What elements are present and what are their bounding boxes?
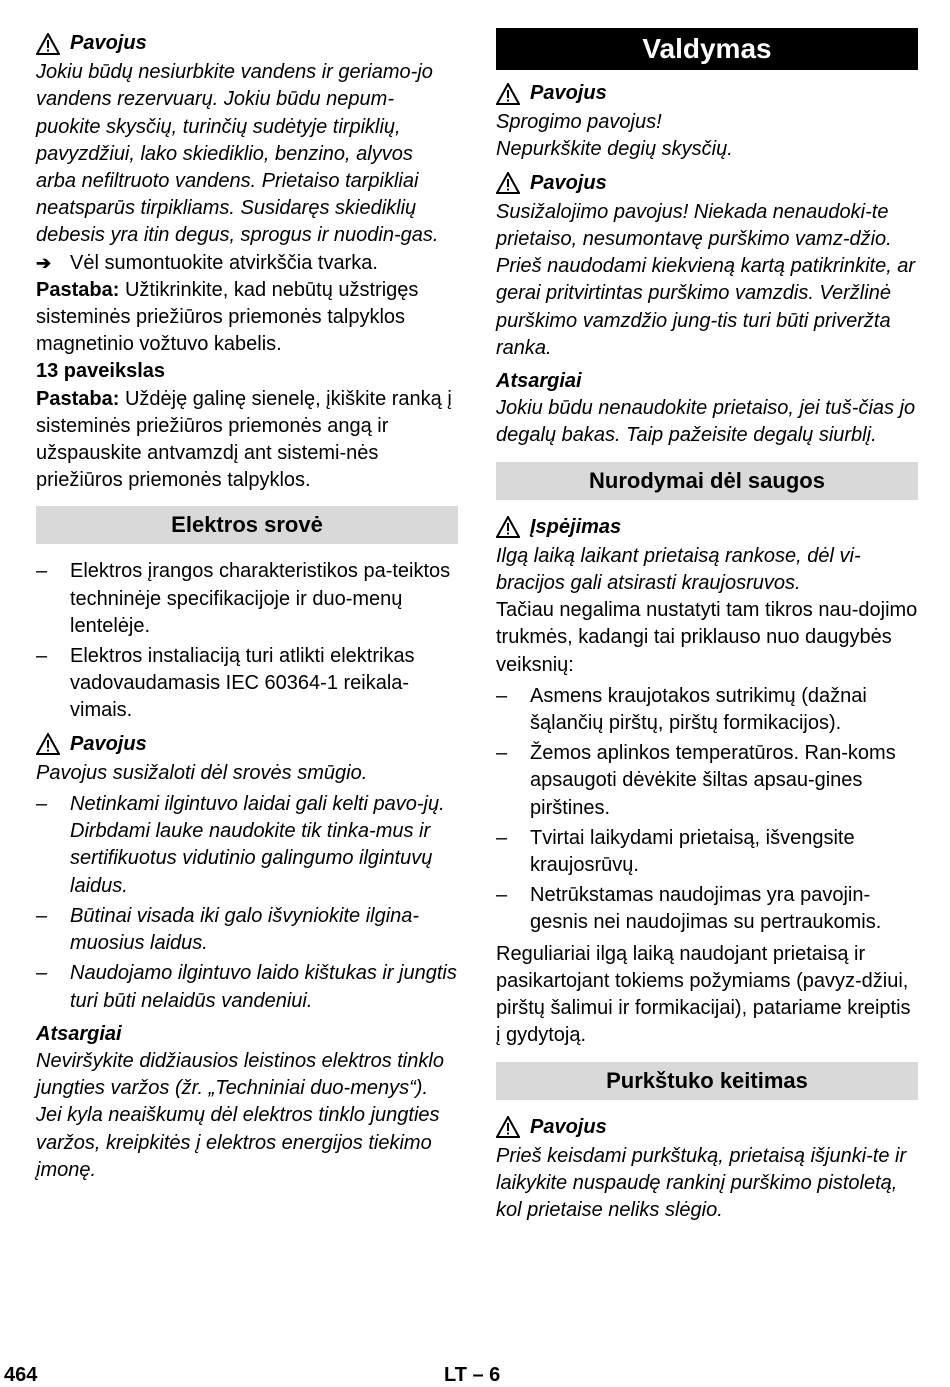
right-arrow-icon: ➔ (36, 252, 52, 273)
bullet-list (36, 791, 458, 1015)
list-item (496, 882, 918, 936)
caution-text: Jokiu būdu nenaudokite prietaiso, jei tuš-čias jo degalų bakas. Taip pažeisite degalų siurblį. (496, 397, 916, 447)
warning-triangle-icon (496, 172, 520, 194)
warning-heading (496, 80, 918, 107)
list-item-text: Žemos aplinkos temperatūros. Ran-koms apsaugoti dėvėkite šiltas apsau-gines pirštines. (530, 742, 896, 819)
warning-text: Sprogimo pavojus! (496, 111, 662, 134)
section-heading: Elektros srovė (36, 506, 458, 544)
note-paragraph (36, 386, 458, 495)
list-item (496, 683, 918, 737)
note-label: Pastaba: (36, 278, 120, 301)
warning-heading (496, 1114, 918, 1141)
note-paragraph (36, 277, 458, 359)
warning-triangle-icon (496, 516, 520, 538)
dash-icon: – (496, 684, 508, 707)
figure-label: 13 paveikslas (36, 360, 165, 383)
warning-triangle-icon (496, 83, 520, 105)
dash-icon: – (496, 884, 508, 907)
caution-title: Atsargiai (496, 370, 582, 393)
warning-title: Įspėjimas (530, 515, 622, 538)
caution-title: Atsargiai (36, 1022, 122, 1045)
chapter-heading: Valdymas (496, 28, 918, 70)
warning-title: Pavojus (530, 82, 607, 104)
dash-icon: – (36, 793, 48, 816)
list-item-text: Netrūkstamas naudojimas yra pavojin-gesnis nei naudojimas su pertraukomis. (530, 884, 882, 934)
list-item (496, 740, 918, 822)
section-heading: Nurodymai dėl saugos (496, 462, 918, 500)
list-item (36, 960, 458, 1014)
warning-triangle-icon (496, 1116, 520, 1138)
caution-text: Neviršykite didžiausios leistinos elektros tinklo jungties varžos (žr. „Techniniai duo-menys“). Jei kyla neaiškumų dėl elektros tinklo jungties varžos, kreipkitės į elektros energijos tiekimo įmonę. (36, 1049, 444, 1181)
list-item (496, 825, 918, 879)
list-item-text: Elektros instaliaciją turi atlikti elektrikas vadovaudamasis IEC 60364-1 reikala-vimais. (70, 645, 415, 722)
warning-heading (36, 30, 458, 57)
bullet-list (36, 558, 458, 724)
dash-icon: – (496, 742, 508, 765)
warning-heading (496, 514, 918, 541)
list-item-text: Asmens kraujotakos sutrikimų (dažnai šąlančių pirštų, pirštų formikacijos). (530, 684, 867, 735)
warning-text: Ilgą laiką laikant prietaisą rankose, dėl vi-bracijos gali atsirasti kraujosruvos. (496, 544, 861, 595)
list-item-text: Elektros įrangos charakteristikos pa-teiktos techninėje specifikacijoje ir duo-menų lentelėje. (70, 560, 451, 637)
warning-text: Nepurkškite degių skysčių. (496, 138, 733, 161)
warning-heading (496, 170, 918, 197)
note-text: Uždėję galinę sienelę, įkiškite ranką į sisteminės priežiūros priemonės angą ir užspauskite antvamzdį ant sistemi-nės priežiūros priemonės talpyklos. (36, 387, 452, 492)
instruction-text: Vėl sumontuokite atvirkščia tvarka. (70, 251, 378, 274)
list-item (36, 791, 458, 900)
left-column (36, 24, 458, 1184)
list-item-text: Netinkami ilgintuvo laidai gali kelti pavo-jų. Dirbdami lauke naudokite tik tinka-mus ir sertifikuotus vidutinio galingumo ilgintuvų laidus. (70, 793, 445, 897)
instruction-step (36, 250, 458, 277)
warning-text: Susižalojimo pavojus! Niekada nenaudoki-te prietaiso, nesumontavę purškimo vamz-džio. Prieš naudodami kiekvieną kartą patikrinkite, ar gerai pritvirtintas purškimo vamzdis. Veržlinė purškimo vamzdžio jung-tis turi būti priveržta ranka. (496, 200, 916, 359)
language-page-indicator: LT – 6 (444, 1364, 501, 1386)
list-item (36, 558, 458, 640)
warning-heading (36, 731, 458, 758)
warning-title: Pavojus (530, 171, 607, 194)
warning-text: Prieš keisdami purkštuką, prietaisą išjunki-te ir laikykite nuspaudę rankinį purškimo pistoletą, kol prietaise neliks slėgio. (496, 1144, 907, 1222)
list-item (36, 903, 458, 957)
dash-icon: – (36, 904, 48, 927)
note-text: Užtikrinkite, kad nebūtų užstrigęs sisteminės priežiūros priemonės talpyklos magnetinio vožtuvo kabelis. (36, 278, 419, 356)
list-item-text: Tvirtai laikydami prietaisą, išvengsite kraujosrūvų. (530, 826, 855, 877)
list-item (36, 643, 458, 725)
list-item-text: Naudojamo ilgintuvo laido kištukas ir jungtis turi būti nelaidūs vandeniui. (70, 962, 457, 1012)
warning-title: Pavojus (530, 1115, 607, 1138)
bullet-list (496, 683, 918, 937)
warning-title: Pavojus (70, 32, 147, 54)
body-paragraph: Tačiau negalima nustatyti tam tikros nau-dojimo trukmės, kadangi tai priklauso nuo daugybės veiksnių: (496, 599, 918, 676)
section-heading: Purkštuko keitimas (496, 1062, 918, 1100)
warning-triangle-icon (36, 33, 60, 55)
warning-text: Pavojus susižaloti dėl srovės smūgio. (36, 761, 368, 784)
dash-icon: – (496, 826, 508, 849)
dash-icon: – (36, 962, 48, 985)
page-number: 464 (4, 1364, 38, 1386)
warning-text: Jokiu būdų nesiurbkite vandens ir geriamo-jo vandens rezervuarų. Jokiu būdu nepum-puokite skysčių, turinčių sudėtyje tirpiklių, pavyzdžiui, lako skiediklio, benzino, alyvos arba nefiltruoto vandens. Prietaiso tarpikliai neatsparūs tirpikliams. Susidaręs skiediklių debesis yra itin degus, sprogus ir nuodin-gas. (36, 61, 439, 247)
note-label: Pastaba: (36, 387, 120, 410)
right-column (496, 24, 918, 1224)
warning-triangle-icon (36, 733, 60, 755)
dash-icon: – (36, 560, 48, 583)
body-paragraph: Reguliariai ilgą laiką naudojant prietaisą ir pasikartojant tokiems požymiams (pavyz-džiui, pirštų šalimui ir formikacijai), patariame kreiptis į gydytoją. (496, 942, 911, 1047)
list-item-text: Būtinai visada iki galo išvyniokite ilgina-muosius laidus. (70, 904, 420, 955)
warning-title: Pavojus (70, 732, 147, 755)
dash-icon: – (36, 645, 48, 668)
